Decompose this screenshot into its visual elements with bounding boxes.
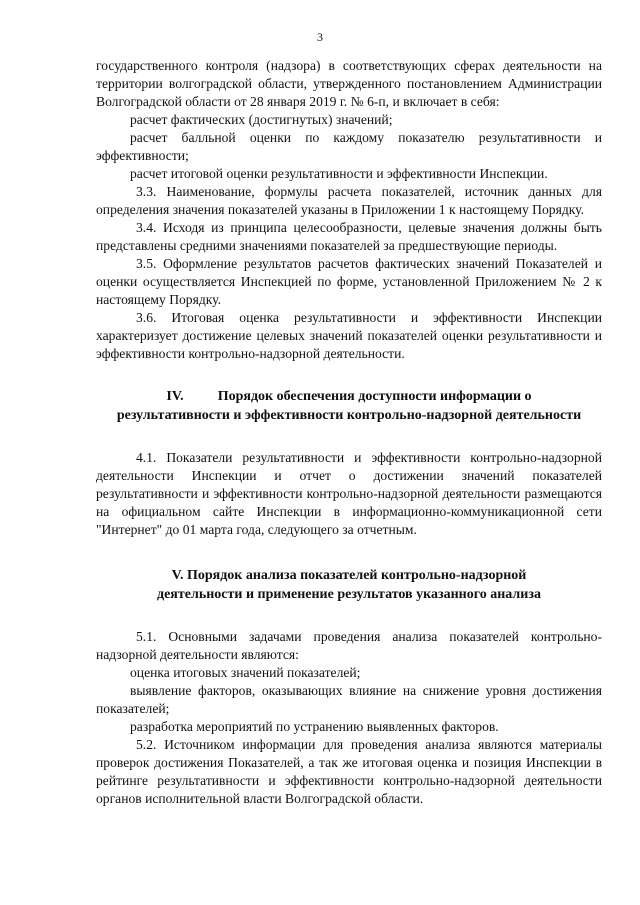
paragraph-3-4: 3.4. Исходя из принципа целесообразности, целевые значения должны быть представлены средними значениями показателей за предшествующие периоды.	[96, 220, 602, 253]
list-item: расчет фактических (достигнутых) значений;	[130, 112, 393, 127]
section-5-title-line2: деятельности и применение результатов указанного анализа	[157, 587, 541, 602]
section-5-heading	[96, 566, 602, 604]
list-item: разработка мероприятий по устранению выявленных факторов.	[130, 719, 499, 734]
page-number: 3	[317, 30, 323, 44]
paragraph-5-1: 5.1. Основными задачами проведения анализа показателей контрольно-надзорной деятельности являются:	[96, 629, 602, 662]
paragraph-3-6: 3.6. Итоговая оценка результативности и эффективности Инспекции характеризует достижение целевых значений показателей оценки результативности и эффективности контрольно-надзорной деятельности.	[96, 310, 602, 361]
list-item: расчет итоговой оценки результативности и эффективности Инспекции.	[130, 166, 548, 181]
paragraph-4-1: 4.1. Показатели результативности и эффективности контрольно-надзорной деятельности Инспекции и отчет о достижении значений показателей результативности и эффективности контрольно-надзорной деятельности размещаются на официальном сайте Инспекции в информационно-коммуникационной сети "Интернет" до 01 марта года, следующего за отчетным.	[96, 450, 602, 537]
section-4-number: IV.	[166, 389, 184, 404]
section-3-intro: государственного контроля (надзора) в соответствующих сферах деятельности на территории волгоградской области, утвержденного постановлением Администрации Волгоградской области от 28 января 2019 г. № 6-п, и включает в себя:	[96, 58, 602, 109]
section-4-title-line2: результативности и эффективности контрольно-надзорной деятельности	[116, 408, 582, 423]
list-item: расчет балльной оценки по каждому показателю результативности и эффективности;	[96, 130, 602, 163]
paragraph-5-2: 5.2. Источником информации для проведения анализа являются материалы проверок достижения Показателей, а так же итоговая оценка и позиция Инспекции в рейтинге результативности и эффективности контрольно-надзорной деятельности органов исполнительной власти Волгоградской области.	[96, 737, 602, 806]
section-4-heading	[96, 387, 602, 425]
paragraph-3-5: 3.5. Оформление результатов расчетов фактических значений Показателей и оценки осуществляется Инспекцией по форме, установленной Приложением № 2 к настоящему Порядку.	[96, 256, 602, 307]
document-body	[96, 57, 602, 808]
list-item: оценка итоговых значений показателей;	[130, 665, 361, 680]
section-4-title-line1: Порядок обеспечения доступности информации о	[217, 389, 532, 404]
paragraph-3-3: 3.3. Наименование, формулы расчета показателей, источник данных для определения значения показателей указаны в Приложении 1 к настоящему Порядку.	[96, 184, 602, 217]
section-5-title-line1: V. Порядок анализа показателей контрольно-надзорной	[171, 568, 527, 583]
list-item: выявление факторов, оказывающих влияние на снижение уровня достижения показателей;	[96, 683, 602, 716]
